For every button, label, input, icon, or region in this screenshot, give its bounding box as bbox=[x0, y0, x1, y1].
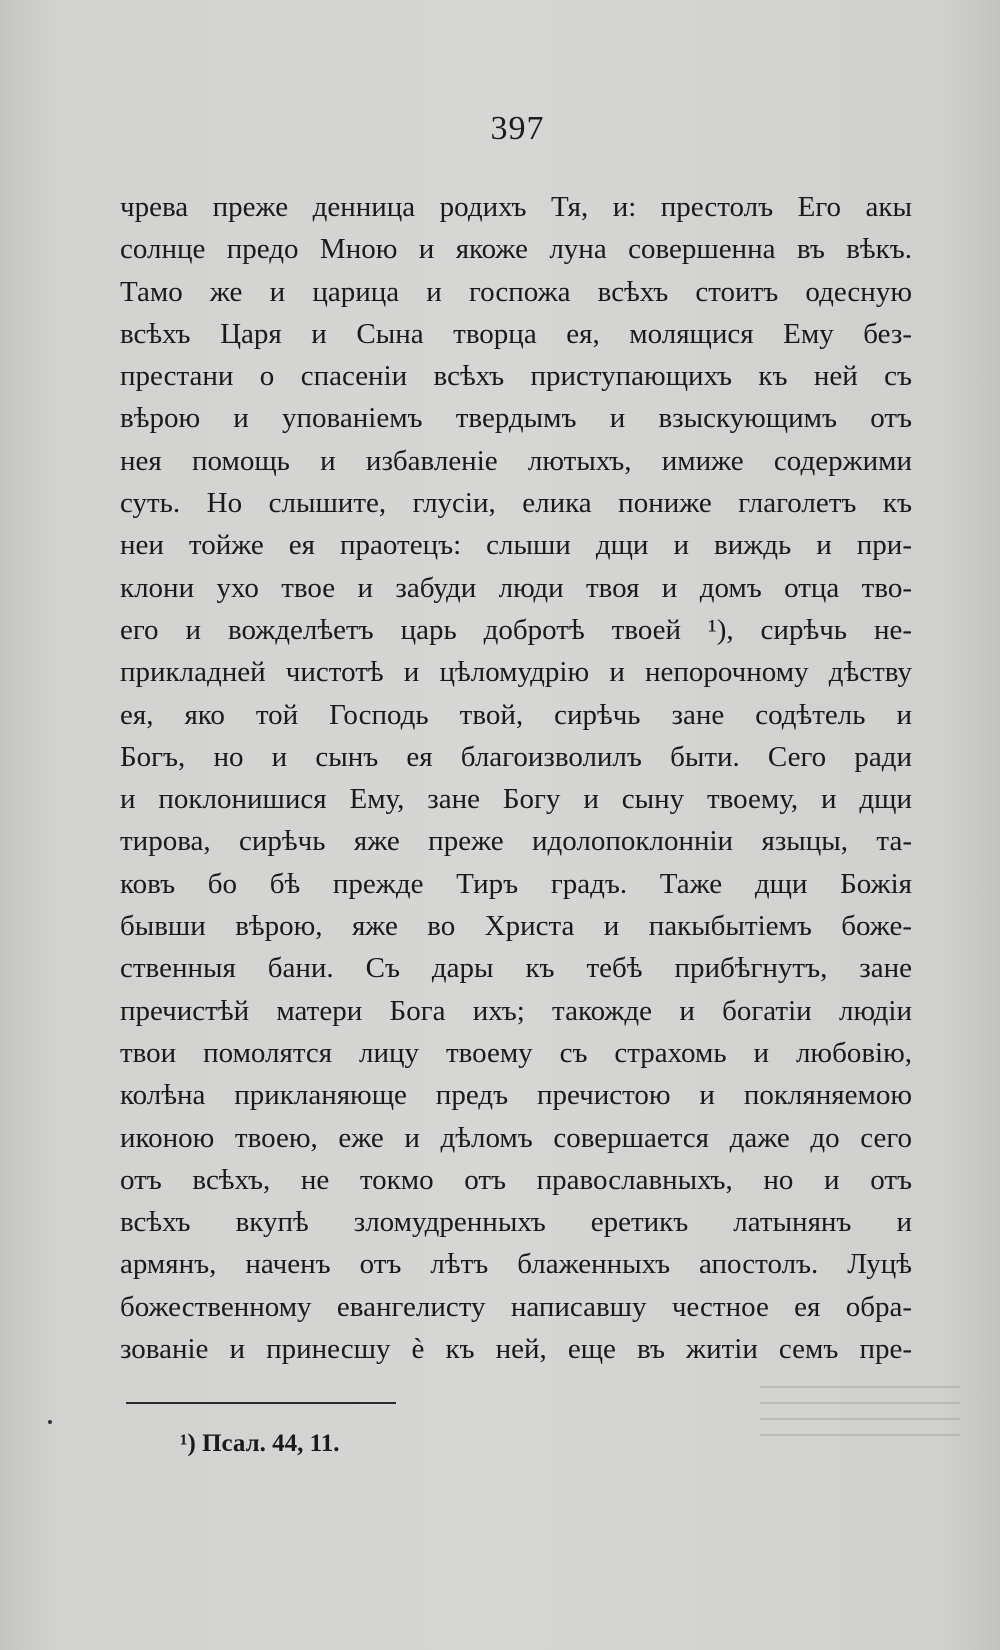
text-line: всѣхъ вкупѣ зломудренныхъ еретикъ латынянъ и bbox=[120, 1206, 912, 1239]
text-line: престани о спасеніи всѣхъ приступающихъ къ ней съ bbox=[120, 360, 912, 393]
text-line: всѣхъ Царя и Сына творца ея, молящися Ему без- bbox=[120, 317, 912, 350]
text-line: тирова, сирѣчь яже преже идолопоклонніи языцы, та- bbox=[120, 825, 912, 858]
text-line: солнце предо Мною и якоже луна совершенна въ вѣкъ. bbox=[120, 233, 912, 266]
text-line: зованіе и принесшу ѐ къ ней, еще въ житіи семъ пре- bbox=[120, 1333, 912, 1366]
text-line: колѣна прикланяюще предъ пречистою и покляняемою bbox=[120, 1079, 912, 1112]
paper-speck bbox=[48, 1420, 52, 1424]
show-through-text bbox=[760, 1380, 960, 1450]
text-line: клони ухо твое и забуди люди твоя и домъ отца тво- bbox=[120, 571, 912, 604]
page-number: 397 bbox=[490, 110, 545, 147]
text-line: чрева преже денница родихъ Тя, и: престолъ Его акы bbox=[120, 191, 912, 223]
text-line: суть. Но слышите, глусіи, елика пониже глаголетъ къ bbox=[120, 487, 912, 520]
text-line: ственныя бани. Съ дары къ тебѣ прибѣгнутъ, зане bbox=[120, 952, 912, 985]
text-line: бывши вѣрою, яже во Христа и пакыбытіемъ боже- bbox=[120, 910, 912, 943]
text-line: отъ всѣхъ, не токмо отъ православныхъ, но и отъ bbox=[120, 1163, 912, 1196]
text-line: вѣрою и упованіемъ твердымъ и взыскующимъ отъ bbox=[120, 402, 912, 435]
text-line: прикладней чистотѣ и цѣломудрію и непорочному дѣству bbox=[120, 656, 912, 689]
text-line: божественному евангелисту написавшу честное ея обра- bbox=[120, 1290, 912, 1323]
text-line: и поклонишися Ему, зане Богу и сыну твоему, и дщи bbox=[120, 783, 912, 816]
text-line: неи тойже ея праотецъ: слыши дщи и виждь и при- bbox=[120, 529, 912, 562]
text-line: ея, яко той Господь твой, сирѣчь зане содѣтель и bbox=[120, 698, 912, 731]
text-line: его и вожделѣетъ царь добротѣ твоей ¹), сирѣчь не- bbox=[120, 613, 912, 646]
footnote-text: Псал. 44, 11. bbox=[202, 1430, 340, 1457]
text-line: иконою твоею, еже и дѣломъ совершается даже до сего bbox=[120, 1121, 912, 1154]
text-line: армянъ, наченъ отъ лѣтъ блаженныхъ апостолъ. Луцѣ bbox=[120, 1248, 912, 1281]
text-line: твои помолятся лицу твоему съ страхомь и любовію, bbox=[120, 1036, 912, 1069]
text-line: пречистѣй матери Бога ихъ; такожде и богатіи людіи bbox=[120, 994, 912, 1027]
footnote-marker: ¹) bbox=[180, 1430, 196, 1457]
text-line: Богъ, но и сынъ ея благоизволилъ быти. Сего ради bbox=[120, 740, 912, 773]
text-line: Тамо же и царица и госпожа всѣхъ стоитъ одесную bbox=[120, 275, 912, 308]
text-line: ковъ бо бѣ прежде Тиръ градъ. Таже дщи Божія bbox=[120, 867, 912, 900]
text-line: нея помощь и избавленіе лютыхъ, имиже содержими bbox=[120, 444, 912, 477]
footnote bbox=[180, 1430, 680, 1458]
footnote-divider bbox=[126, 1402, 396, 1404]
body-text bbox=[120, 186, 912, 1370]
